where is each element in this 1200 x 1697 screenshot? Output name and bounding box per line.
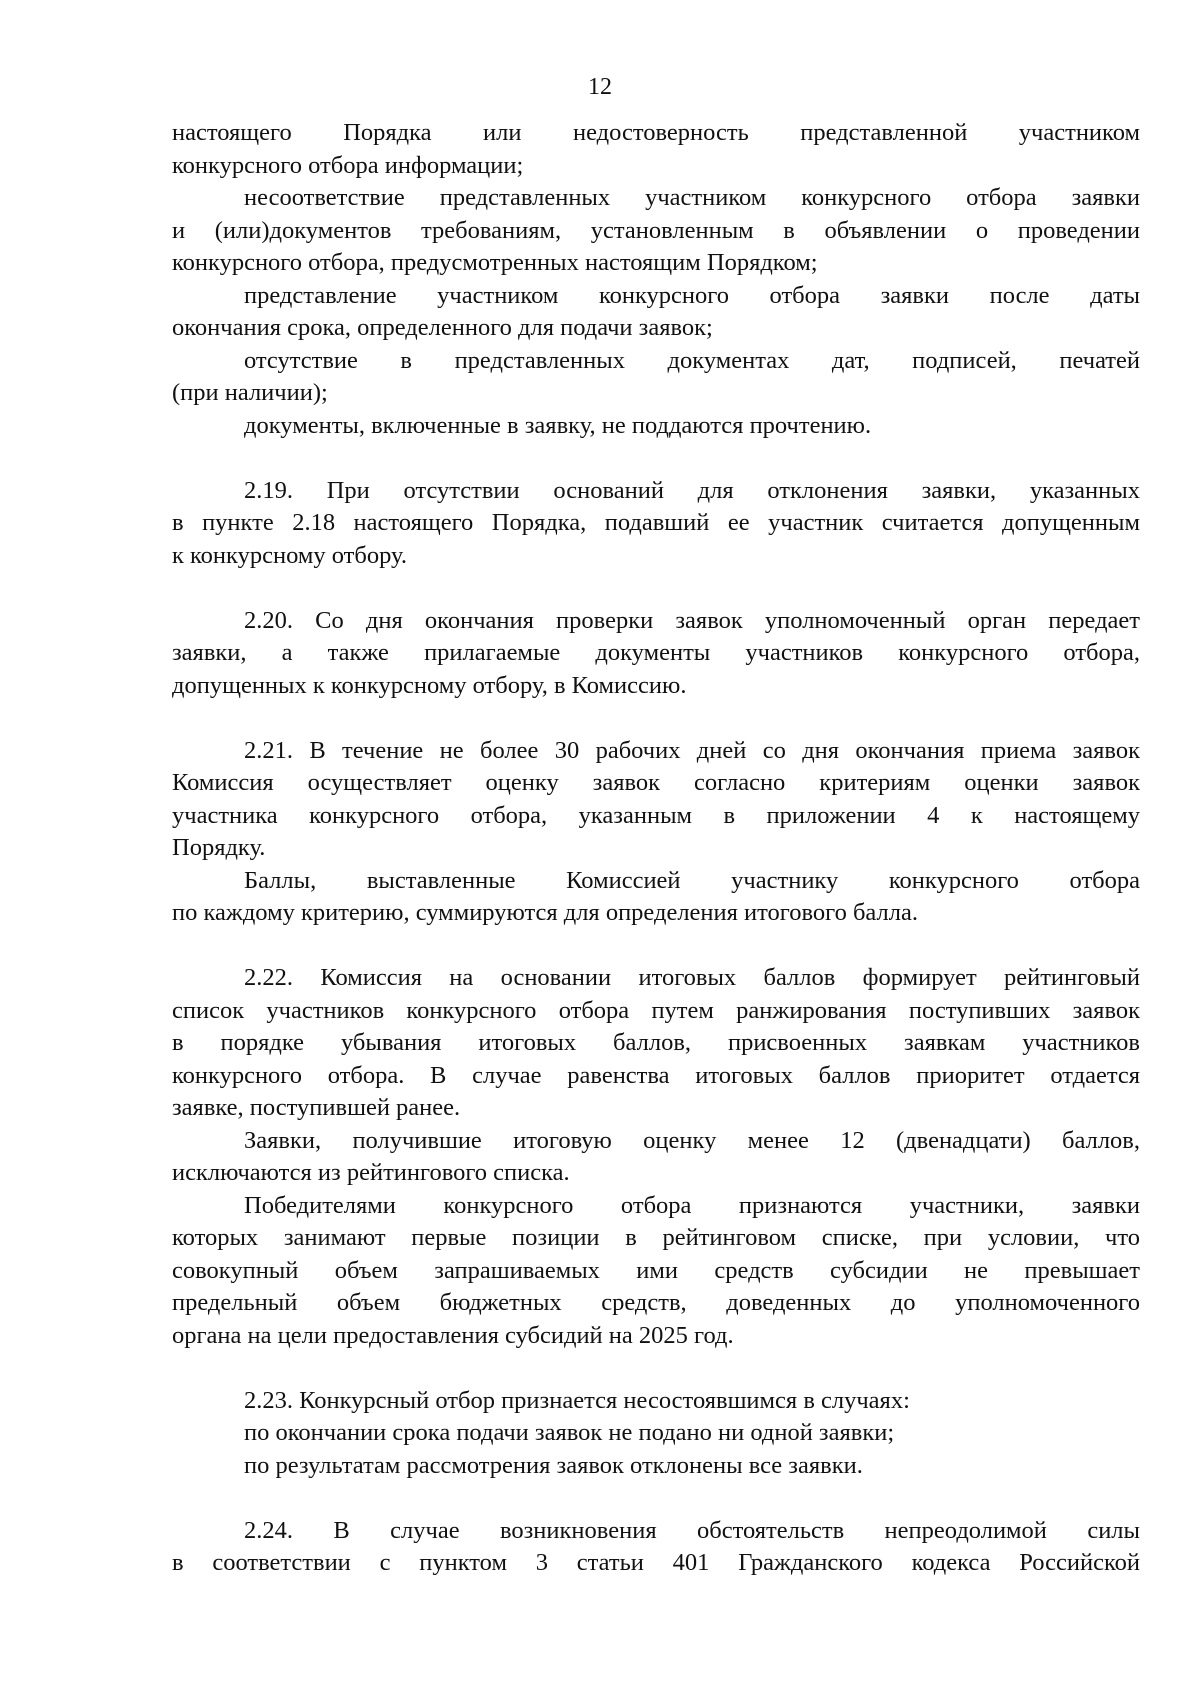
text-line: органа на цели предоставления субсидий на 2025 год. [172, 1321, 734, 1349]
paragraph-gap [172, 442, 1140, 475]
paragraph-gap [172, 930, 1140, 963]
text-line: настоящего Порядка или недостоверность представленной участником [172, 119, 1140, 146]
text-line: в соответствии с пунктом 3 статьи 401 Гражданского кодекса Российской [172, 1549, 1140, 1576]
paragraph-gap [172, 702, 1140, 735]
text-line: в пункте 2.18 настоящего Порядка, подавший ее участник считается допущенным [172, 509, 1140, 536]
text-line: участника конкурсного отбора, указанным в приложении 4 к настоящему [172, 801, 1140, 829]
text-line: Заявки, получившие итоговую оценку менее 12 (двенадцати) баллов, [244, 1126, 1140, 1154]
text-line: Баллы, выставленные Комиссией участнику конкурсного отбора [244, 866, 1140, 894]
paragraph-gap [172, 1352, 1140, 1385]
text-line: 2.22. Комиссия на основании итоговых баллов формирует рейтинговый [244, 964, 1140, 991]
text-line: по каждому критерию, суммируются для определения итогового балла. [172, 899, 918, 926]
text-line: заявке, поступившей ранее. [172, 1094, 461, 1121]
text-line: окончания срока, определенного для подачи заявок; [172, 314, 713, 341]
text-line: заявки, а также прилагаемые документы участников конкурсного отбора, [172, 639, 1140, 666]
document-body [172, 117, 1140, 1580]
text-line: Победителями конкурсного отбора признаются участники, заявки [244, 1191, 1140, 1219]
text-line: конкурсного отбора, предусмотренных настоящим Порядком; [172, 249, 818, 276]
text-line: конкурсного отбора информации; [172, 151, 524, 179]
paragraph-gap [172, 572, 1140, 605]
text-line: 2.21. В течение не более 30 рабочих дней со дня окончания приема заявок [244, 736, 1140, 764]
text-line: список участников конкурсного отбора путем ранжирования поступивших заявок [172, 996, 1140, 1024]
text-line: и (или)документов требованиям, установленным в объявлении о проведении [172, 216, 1140, 244]
text-line: Порядку. [172, 834, 266, 861]
text-line: Комиссия осуществляет оценку заявок согласно критериям оценки заявок [172, 769, 1140, 796]
text-line: несоответствие представленных участником конкурсного отбора заявки [244, 184, 1140, 211]
text-line: 2.19. При отсутствии оснований для отклонения заявки, указанных [244, 476, 1140, 504]
text-line: по окончании срока подачи заявок не подано ни одной заявки; [244, 1419, 895, 1446]
text-line: 2.24. В случае возникновения обстоятельств непреодолимой силы [244, 1516, 1140, 1544]
text-line: 2.20. Со дня окончания проверки заявок уполномоченный орган передает [244, 606, 1140, 634]
text-line: по результатам рассмотрения заявок отклонены все заявки. [244, 1451, 863, 1479]
text-line: исключаются из рейтингового списка. [172, 1159, 570, 1186]
text-line: конкурсного отбора. В случае равенства итоговых баллов приоритет отдается [172, 1061, 1140, 1089]
text-line: к конкурсному отбору. [172, 541, 407, 569]
text-line: допущенных к конкурсному отбору, в Комиссию. [172, 671, 687, 699]
text-line: которых занимают первые позиции в рейтинговом списке, при условии, что [172, 1224, 1140, 1251]
text-line: представление участником конкурсного отбора заявки после даты [244, 281, 1140, 309]
text-line: в порядке убывания итоговых баллов, присвоенных заявкам участников [172, 1029, 1140, 1056]
text-line: документы, включенные в заявку, не поддаются прочтению. [244, 411, 872, 439]
text-line: 2.23. Конкурсный отбор признается несостоявшимся в случаях: [244, 1386, 910, 1414]
paragraph-gap [172, 1482, 1140, 1515]
text-line: (при наличии); [172, 379, 328, 406]
text-line: совокупный объем запрашиваемых ими средств субсидии не превышает [172, 1256, 1140, 1284]
text-line: отсутствие в представленных документах дат, подписей, печатей [244, 346, 1140, 374]
page-number: 12 [588, 74, 612, 100]
text-line: предельный объем бюджетных средств, доведенных до уполномоченного [172, 1289, 1140, 1316]
